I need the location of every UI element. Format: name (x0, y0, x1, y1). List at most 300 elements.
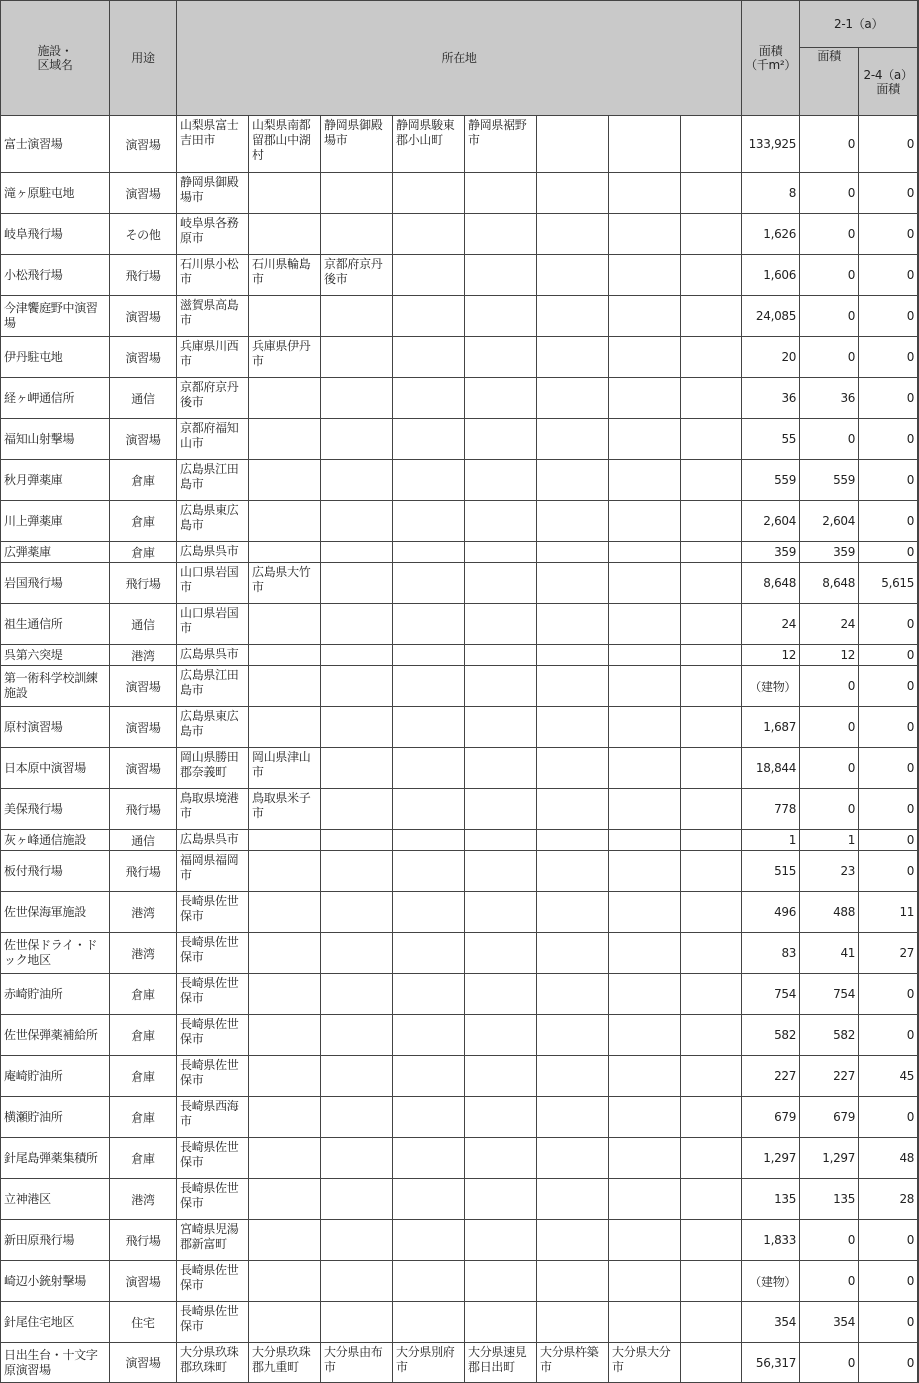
area-2-4a-value: 0 (859, 851, 918, 892)
header-name: 施設・ 区域名 (1, 1, 110, 116)
location-cell (537, 851, 609, 892)
location-cell (609, 830, 681, 851)
location-cell (609, 604, 681, 645)
area-2-4b-value (918, 1261, 919, 1302)
location-cell (609, 1056, 681, 1097)
location-cell (249, 1261, 321, 1302)
table-row (1, 460, 919, 501)
location-cell (465, 255, 537, 296)
location-cell (465, 214, 537, 255)
area-2-4a-value: 0 (859, 419, 918, 460)
area-2-4a-value: 45 (859, 1056, 918, 1097)
location-cell (681, 501, 742, 542)
area-2-4b-value (918, 501, 919, 542)
location-cell (321, 1097, 393, 1138)
location-cell (609, 666, 681, 707)
area-2-4a-value: 0 (859, 707, 918, 748)
location-cell (537, 337, 609, 378)
area-2-4a-value: 0 (859, 666, 918, 707)
location-cell (537, 173, 609, 214)
area-value: 135 (742, 1179, 800, 1220)
area-value: 12 (742, 645, 800, 666)
location-cell: 鳥取県米子市 (249, 789, 321, 830)
location-cell (393, 419, 465, 460)
location-cell (465, 419, 537, 460)
location-cell (321, 892, 393, 933)
area-2-4a-value: 0 (859, 255, 918, 296)
facility-name: 横瀬貯油所 (1, 1097, 110, 1138)
location-cell (681, 645, 742, 666)
area-2-1a-value: 24 (800, 604, 859, 645)
table-row (1, 214, 919, 255)
area-2-1a-value: 1,297 (800, 1138, 859, 1179)
location-cell (465, 933, 537, 974)
location-cell (321, 748, 393, 789)
facility-use: 倉庫 (110, 974, 177, 1015)
area-2-4b-value (918, 1179, 919, 1220)
area-2-1a-value: 488 (800, 892, 859, 933)
area-2-4a-value: 0 (859, 378, 918, 419)
area-2-4b-value (918, 1097, 919, 1138)
table-row (1, 933, 919, 974)
facility-name: 日本原中演習場 (1, 748, 110, 789)
location-cell (393, 707, 465, 748)
location-cell: 大分県杵築市 (537, 1343, 609, 1383)
facility-use: 演習場 (110, 748, 177, 789)
location-cell (537, 707, 609, 748)
location-cell (681, 1261, 742, 1302)
area-2-4a-value: 0 (859, 542, 918, 563)
location-cell (465, 378, 537, 419)
area-2-4a-value: 0 (859, 337, 918, 378)
facility-use: 港湾 (110, 892, 177, 933)
location-cell (393, 933, 465, 974)
location-cell (321, 830, 393, 851)
facility-use: 飛行場 (110, 255, 177, 296)
location-cell (249, 1138, 321, 1179)
header-location: 所在地 (177, 1, 742, 116)
location-cell: 大分県玖珠郡玖珠町 (177, 1343, 249, 1383)
location-cell (393, 214, 465, 255)
area-2-1a-value: 12 (800, 645, 859, 666)
location-cell (249, 974, 321, 1015)
location-cell (537, 378, 609, 419)
area-value: 1,606 (742, 255, 800, 296)
location-cell (393, 255, 465, 296)
location-cell (609, 1138, 681, 1179)
location-cell (537, 666, 609, 707)
area-value: 1,687 (742, 707, 800, 748)
area-2-1a-value: 359 (800, 542, 859, 563)
location-cell (681, 1015, 742, 1056)
location-cell: 兵庫県川西市 (177, 337, 249, 378)
location-cell (393, 173, 465, 214)
location-cell (681, 378, 742, 419)
location-cell (681, 1220, 742, 1261)
area-2-4b-value (918, 1015, 919, 1056)
location-cell (537, 116, 609, 173)
facility-name: 第一術科学校訓練施設 (1, 666, 110, 707)
area-2-1a-value: 41 (800, 933, 859, 974)
location-cell (321, 1302, 393, 1343)
location-cell (609, 419, 681, 460)
area-2-4a-value: 5,615 (859, 563, 918, 604)
area-value: 2,604 (742, 501, 800, 542)
area-value: 18,844 (742, 748, 800, 789)
area-2-4a-value: 28 (859, 1179, 918, 1220)
table-row (1, 542, 919, 563)
area-2-4b-value (918, 707, 919, 748)
table-body (1, 116, 919, 1383)
location-cell (465, 830, 537, 851)
location-cell (321, 337, 393, 378)
location-cell (609, 789, 681, 830)
area-2-4a-value: 0 (859, 974, 918, 1015)
location-cell: 長崎県佐世保市 (177, 933, 249, 974)
location-cell (321, 563, 393, 604)
area-2-1a-value: 754 (800, 974, 859, 1015)
area-2-1a-value: 0 (800, 1220, 859, 1261)
location-cell (609, 501, 681, 542)
facility-use: 倉庫 (110, 460, 177, 501)
location-cell: 京都府福知山市 (177, 419, 249, 460)
table-row (1, 1343, 919, 1383)
location-cell: 長崎県佐世保市 (177, 1179, 249, 1220)
location-cell: 大分県別府市 (393, 1343, 465, 1383)
area-2-4b-value (918, 748, 919, 789)
location-cell (609, 173, 681, 214)
location-cell: 京都府京丹後市 (177, 378, 249, 419)
area-2-4a-value: 11 (859, 892, 918, 933)
location-cell (393, 666, 465, 707)
area-2-4b-value (918, 563, 919, 604)
facility-use: 倉庫 (110, 1097, 177, 1138)
area-2-4a-value: 0 (859, 1097, 918, 1138)
location-cell: 静岡県駿東郡小山町 (393, 116, 465, 173)
area-value: 24,085 (742, 296, 800, 337)
table-row (1, 419, 919, 460)
facility-name: 日出生台・十文字原演習場 (1, 1343, 110, 1383)
location-cell (537, 1015, 609, 1056)
location-cell: 長崎県佐世保市 (177, 1015, 249, 1056)
area-2-4a-value: 0 (859, 460, 918, 501)
area-2-4b-value (918, 173, 919, 214)
header-2-4a (859, 48, 918, 116)
location-cell (393, 1220, 465, 1261)
location-cell (465, 974, 537, 1015)
location-cell (537, 563, 609, 604)
location-cell (249, 851, 321, 892)
area-value: 8 (742, 173, 800, 214)
location-cell (681, 460, 742, 501)
location-cell: 山梨県南都留郡山中湖村 (249, 116, 321, 173)
facility-name: 小松飛行場 (1, 255, 110, 296)
location-cell: 大分県玖珠郡九重町 (249, 1343, 321, 1383)
area-2-4b-value (918, 1220, 919, 1261)
facility-use: 演習場 (110, 419, 177, 460)
table-row (1, 1302, 919, 1343)
area-2-4b-value (918, 830, 919, 851)
location-cell (537, 542, 609, 563)
area-2-4b-value (918, 460, 919, 501)
area-2-4a-value: 0 (859, 1343, 918, 1383)
area-2-4a-value: 0 (859, 830, 918, 851)
area-2-1a-value: 0 (800, 337, 859, 378)
area-value: 55 (742, 419, 800, 460)
area-2-1a-value: 23 (800, 851, 859, 892)
area-value: 679 (742, 1097, 800, 1138)
area-2-4a-value: 0 (859, 173, 918, 214)
location-cell (321, 1138, 393, 1179)
header-area: 面積 （千m²） (742, 1, 800, 116)
location-cell: 石川県小松市 (177, 255, 249, 296)
facility-use: 港湾 (110, 933, 177, 974)
location-cell (681, 419, 742, 460)
area-2-4a-value: 48 (859, 1138, 918, 1179)
facility-use: 演習場 (110, 666, 177, 707)
facility-use: 通信 (110, 604, 177, 645)
facility-name: 佐世保弾薬補給所 (1, 1015, 110, 1056)
table-row (1, 378, 919, 419)
location-cell (393, 1179, 465, 1220)
area-2-1a-value: 0 (800, 255, 859, 296)
location-cell (681, 1343, 742, 1383)
location-cell (681, 1056, 742, 1097)
location-cell (465, 1302, 537, 1343)
table-row (1, 748, 919, 789)
area-2-4b-value (918, 974, 919, 1015)
location-cell (321, 378, 393, 419)
area-2-4b-value (918, 214, 919, 255)
location-cell (321, 1179, 393, 1220)
location-cell (681, 830, 742, 851)
location-cell (465, 604, 537, 645)
facility-name: 岐阜飛行場 (1, 214, 110, 255)
location-cell (609, 748, 681, 789)
facility-use: 通信 (110, 378, 177, 419)
facility-name: 秋月弾薬庫 (1, 460, 110, 501)
location-cell (249, 378, 321, 419)
facility-use: 演習場 (110, 1261, 177, 1302)
header-2-1a-label: 2-1（a） (834, 17, 884, 32)
location-cell (393, 337, 465, 378)
location-cell (393, 1138, 465, 1179)
area-value: 754 (742, 974, 800, 1015)
facility-name: 崎辺小銃射撃場 (1, 1261, 110, 1302)
table-row (1, 707, 919, 748)
location-cell (537, 748, 609, 789)
location-cell (609, 851, 681, 892)
facility-use: 飛行場 (110, 789, 177, 830)
area-value: 56,317 (742, 1343, 800, 1383)
location-cell (681, 296, 742, 337)
location-cell (681, 851, 742, 892)
facility-name: 佐世保ドライ・ドック地区 (1, 933, 110, 974)
facility-use: 倉庫 (110, 501, 177, 542)
location-cell (609, 378, 681, 419)
facility-name: 板付飛行場 (1, 851, 110, 892)
location-cell (537, 501, 609, 542)
location-cell (537, 974, 609, 1015)
location-cell (321, 666, 393, 707)
location-cell (321, 707, 393, 748)
location-cell (249, 604, 321, 645)
facility-use: 飛行場 (110, 851, 177, 892)
area-2-4a-value: 0 (859, 296, 918, 337)
location-cell (681, 748, 742, 789)
location-cell (681, 1097, 742, 1138)
facility-use: 演習場 (110, 337, 177, 378)
location-cell (681, 707, 742, 748)
area-2-1a-value: 0 (800, 789, 859, 830)
location-cell (681, 542, 742, 563)
location-cell (609, 1261, 681, 1302)
area-2-4a-value: 0 (859, 1302, 918, 1343)
location-cell (681, 563, 742, 604)
table-row (1, 1015, 919, 1056)
area-2-1a-value: 0 (800, 173, 859, 214)
location-cell: 広島県江田島市 (177, 666, 249, 707)
area-2-4b-value (918, 1056, 919, 1097)
location-cell (321, 296, 393, 337)
location-cell (249, 1220, 321, 1261)
area-2-4b-value (918, 851, 919, 892)
area-2-4b-value (918, 255, 919, 296)
location-cell: 長崎県西海市 (177, 1097, 249, 1138)
location-cell (465, 542, 537, 563)
location-cell (393, 604, 465, 645)
table-row (1, 563, 919, 604)
header-2-4a-sub: 面積 (876, 81, 900, 96)
location-cell (537, 892, 609, 933)
location-cell: 京都府京丹後市 (321, 255, 393, 296)
location-cell (681, 1302, 742, 1343)
area-value: 83 (742, 933, 800, 974)
area-2-4b-value (918, 645, 919, 666)
area-2-4a-value: 0 (859, 789, 918, 830)
location-cell (249, 1015, 321, 1056)
table-row (1, 604, 919, 645)
table-row (1, 1097, 919, 1138)
location-cell (537, 1097, 609, 1138)
table-row (1, 645, 919, 666)
area-value: 24 (742, 604, 800, 645)
location-cell (321, 604, 393, 645)
area-2-1a-value: 0 (800, 666, 859, 707)
location-cell (537, 1302, 609, 1343)
facility-name: 富士演習場 (1, 116, 110, 173)
facility-use: 通信 (110, 830, 177, 851)
location-cell (465, 563, 537, 604)
facility-use: 演習場 (110, 1343, 177, 1383)
table-row (1, 789, 919, 830)
location-cell (609, 1179, 681, 1220)
location-cell (609, 1015, 681, 1056)
location-cell (249, 542, 321, 563)
location-cell (465, 1261, 537, 1302)
facility-use: 倉庫 (110, 1138, 177, 1179)
facility-name: 広弾薬庫 (1, 542, 110, 563)
location-cell (681, 214, 742, 255)
location-cell (249, 460, 321, 501)
location-cell (393, 645, 465, 666)
location-cell (681, 604, 742, 645)
location-cell: 広島県呉市 (177, 542, 249, 563)
facility-name: 伊丹駐屯地 (1, 337, 110, 378)
area-2-4b-value (918, 892, 919, 933)
location-cell (393, 501, 465, 542)
table-row (1, 501, 919, 542)
location-cell (537, 296, 609, 337)
area-value: 227 (742, 1056, 800, 1097)
location-cell: 長崎県佐世保市 (177, 892, 249, 933)
location-cell (321, 1220, 393, 1261)
location-cell (465, 748, 537, 789)
location-cell (681, 1179, 742, 1220)
table-row (1, 173, 919, 214)
location-cell: 山口県岩国市 (177, 563, 249, 604)
location-cell (465, 1179, 537, 1220)
location-cell (249, 1179, 321, 1220)
area-2-4b-value (918, 378, 919, 419)
area-value: 359 (742, 542, 800, 563)
facility-name: 呉第六突堤 (1, 645, 110, 666)
area-2-4a-value: 0 (859, 748, 918, 789)
location-cell (537, 1179, 609, 1220)
facility-name: 福知山射撃場 (1, 419, 110, 460)
area-value: 778 (742, 789, 800, 830)
facility-name: 川上弾薬庫 (1, 501, 110, 542)
area-value: （建物） (742, 1261, 800, 1302)
facility-use: 住宅 (110, 1302, 177, 1343)
location-cell: 広島県江田島市 (177, 460, 249, 501)
location-cell (537, 419, 609, 460)
location-cell (537, 214, 609, 255)
area-2-1a-value: 0 (800, 214, 859, 255)
facility-name: 祖生通信所 (1, 604, 110, 645)
table-row (1, 666, 919, 707)
location-cell (609, 460, 681, 501)
area-value: 133,925 (742, 116, 800, 173)
location-cell (609, 214, 681, 255)
facility-use: 倉庫 (110, 1056, 177, 1097)
location-cell: 山梨県富士吉田市 (177, 116, 249, 173)
location-cell (465, 1097, 537, 1138)
location-cell (609, 296, 681, 337)
facility-use: 飛行場 (110, 563, 177, 604)
location-cell (321, 645, 393, 666)
area-value: 1,626 (742, 214, 800, 255)
area-value: 582 (742, 1015, 800, 1056)
area-2-4b-value (918, 1138, 919, 1179)
location-cell (465, 851, 537, 892)
location-cell: 長崎県佐世保市 (177, 974, 249, 1015)
facility-name: 赤崎貯油所 (1, 974, 110, 1015)
location-cell (681, 337, 742, 378)
location-cell (465, 789, 537, 830)
header-2-4a-label: 2-4（a） (863, 67, 913, 82)
area-2-1a-value: 354 (800, 1302, 859, 1343)
area-value: 8,648 (742, 563, 800, 604)
location-cell: 岡山県勝田郡奈義町 (177, 748, 249, 789)
location-cell (609, 563, 681, 604)
table-row (1, 1179, 919, 1220)
facility-use: その他 (110, 214, 177, 255)
location-cell (249, 1302, 321, 1343)
location-cell (249, 933, 321, 974)
area-value: 559 (742, 460, 800, 501)
table-row (1, 116, 919, 173)
